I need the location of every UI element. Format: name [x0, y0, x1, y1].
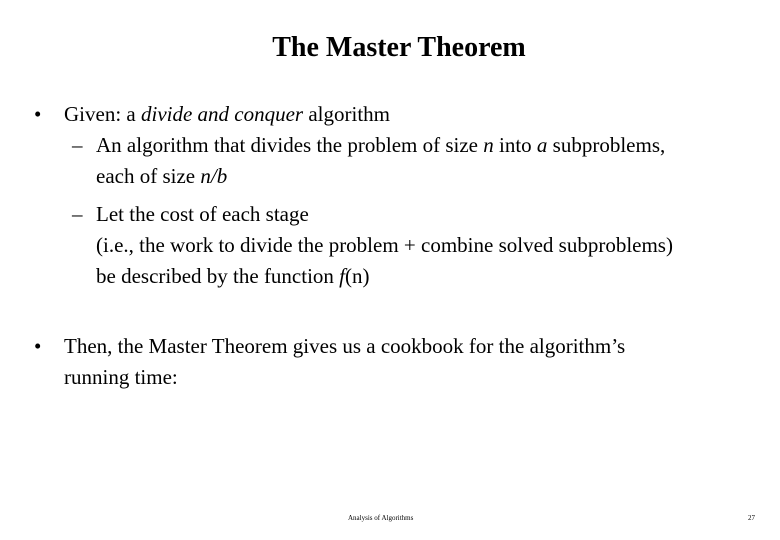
bullet-marker: •: [34, 334, 42, 358]
sub-bullet-cost-text: [96, 199, 673, 292]
sub-bullet-cost-line1: Let the cost of each stage: [96, 202, 309, 226]
var-n: n: [483, 133, 494, 157]
text-segment: subproblems,: [547, 133, 666, 157]
bullet-then-line1: Then, the Master Theorem gives us a cookbook for the algorithm’s: [64, 334, 626, 358]
sub-bullet-cost-line3: [96, 261, 673, 292]
text-segment: into: [493, 133, 537, 157]
bullet-marker: •: [34, 102, 42, 126]
page-number: 27: [748, 514, 755, 522]
text-segment: each of size: [96, 164, 201, 188]
dash-marker: –: [72, 133, 83, 157]
sub-bullet-divides-line2: [96, 161, 665, 192]
sub-bullet-divides-text: [96, 130, 665, 192]
var-f: f: [339, 264, 346, 288]
text-segment: An algorithm that divides the problem of size: [96, 133, 484, 157]
text-segment: (n): [345, 264, 370, 288]
bullet-given-prefix: Given: a: [64, 102, 141, 126]
slide-title: The Master Theorem: [272, 32, 526, 63]
bullet-given-emphasis: divide and conquer: [140, 102, 304, 126]
var-n-over-b: n/b: [200, 164, 228, 188]
dash-marker: –: [72, 202, 83, 226]
bullet-given-text: [64, 99, 390, 130]
var-a: a: [536, 133, 548, 157]
slide-footer: Analysis of Algorithms: [348, 514, 414, 522]
sub-bullet-cost-line2: (i.e., the work to divide the problem + combine solved subproblems): [96, 233, 673, 257]
bullet-then-line2: running time:: [64, 365, 178, 389]
bullet-given-suffix: algorithm: [303, 102, 391, 126]
text-segment: be described by the function: [96, 264, 340, 288]
bullet-then-text: [64, 331, 625, 393]
sub-bullet-divides-line1: [96, 130, 665, 161]
